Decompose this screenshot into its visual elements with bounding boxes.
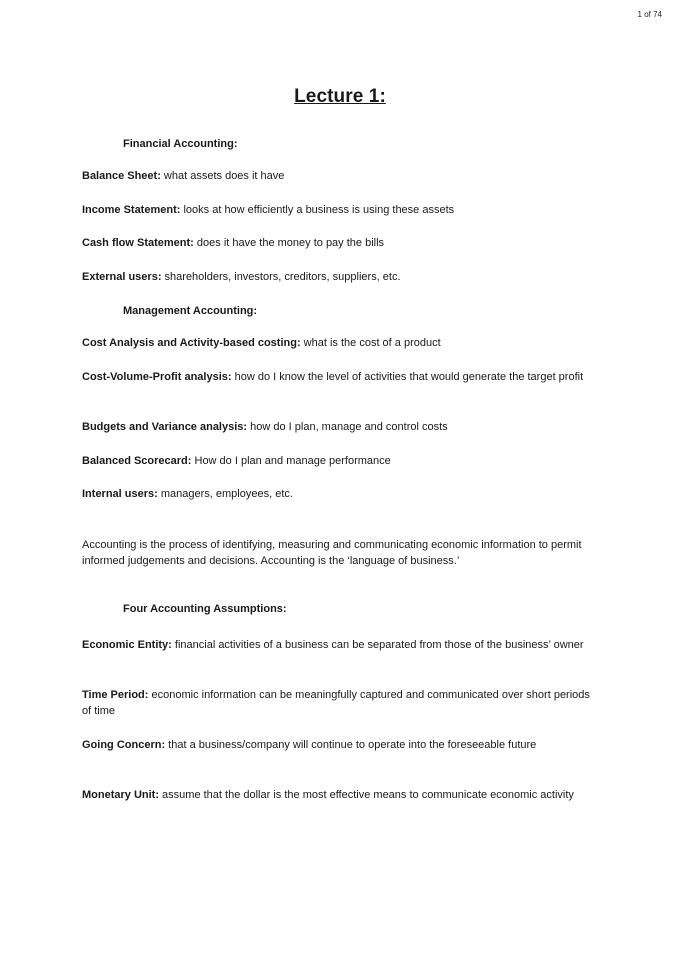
management-item-internal-users bbox=[82, 486, 602, 502]
page-title: Lecture 1: bbox=[294, 86, 386, 107]
description: looks at how efficiently a business is using these assets bbox=[180, 204, 455, 216]
financial-item-balance-sheet bbox=[82, 168, 602, 184]
description: does it have the money to pay the bills bbox=[193, 237, 385, 249]
description: how do I know the level of activities that would generate the target profit bbox=[231, 371, 584, 383]
term: Balanced Scorecard: bbox=[82, 455, 192, 467]
management-accounting-heading: Management Accounting: bbox=[123, 305, 258, 317]
description: managers, employees, etc. bbox=[157, 488, 293, 500]
description: economic information can be meaningfully captured and communicated over short periods of time bbox=[82, 689, 590, 717]
financial-item-income-statement bbox=[82, 202, 602, 218]
description: How do I plan and manage performance bbox=[191, 455, 391, 467]
management-item-balanced-scorecard bbox=[82, 453, 602, 469]
page-number: 1 of 74 bbox=[637, 10, 662, 19]
description: shareholders, investors, creditors, suppliers, etc. bbox=[161, 271, 401, 283]
description: that a business/company will continue to operate into the foreseeable future bbox=[165, 739, 537, 751]
term: Monetary Unit: bbox=[82, 789, 159, 801]
accounting-definition: Accounting is the process of identifying, measuring and communicating economic information to permit informed judgements and decisions. Accounting is the ‘language of business.’ bbox=[82, 539, 582, 567]
assumption-monetary-unit bbox=[82, 787, 602, 803]
term: Internal users: bbox=[82, 488, 158, 500]
assumption-economic-entity bbox=[82, 637, 602, 653]
management-item-cost-analysis bbox=[82, 335, 602, 351]
financial-item-cash-flow bbox=[82, 235, 602, 251]
assumption-going-concern bbox=[82, 737, 602, 753]
description: what is the cost of a product bbox=[300, 337, 441, 349]
description: what assets does it have bbox=[160, 170, 285, 182]
financial-item-external-users bbox=[82, 269, 602, 285]
term: Time Period: bbox=[82, 689, 149, 701]
management-item-cvp-analysis bbox=[82, 369, 602, 385]
financial-accounting-heading: Financial Accounting: bbox=[123, 138, 238, 150]
management-item-budgets bbox=[82, 419, 602, 435]
term: Cost Analysis and Activity-based costing: bbox=[82, 337, 301, 349]
term: Balance Sheet: bbox=[82, 170, 161, 182]
term: Going Concern: bbox=[82, 739, 166, 751]
assumption-time-period bbox=[82, 687, 602, 719]
description: assume that the dollar is the most effective means to communicate economic activity bbox=[159, 789, 574, 801]
description: how do I plan, manage and control costs bbox=[247, 421, 448, 433]
term: External users: bbox=[82, 271, 162, 283]
term: Cash flow Statement: bbox=[82, 237, 194, 249]
term: Cost-Volume-Profit analysis: bbox=[82, 371, 232, 383]
term: Budgets and Variance analysis: bbox=[82, 421, 248, 433]
assumptions-heading: Four Accounting Assumptions: bbox=[123, 603, 287, 615]
description: financial activities of a business can be separated from those of the business’ owner bbox=[171, 639, 584, 651]
term: Economic Entity: bbox=[82, 639, 172, 651]
term: Income Statement: bbox=[82, 204, 181, 216]
